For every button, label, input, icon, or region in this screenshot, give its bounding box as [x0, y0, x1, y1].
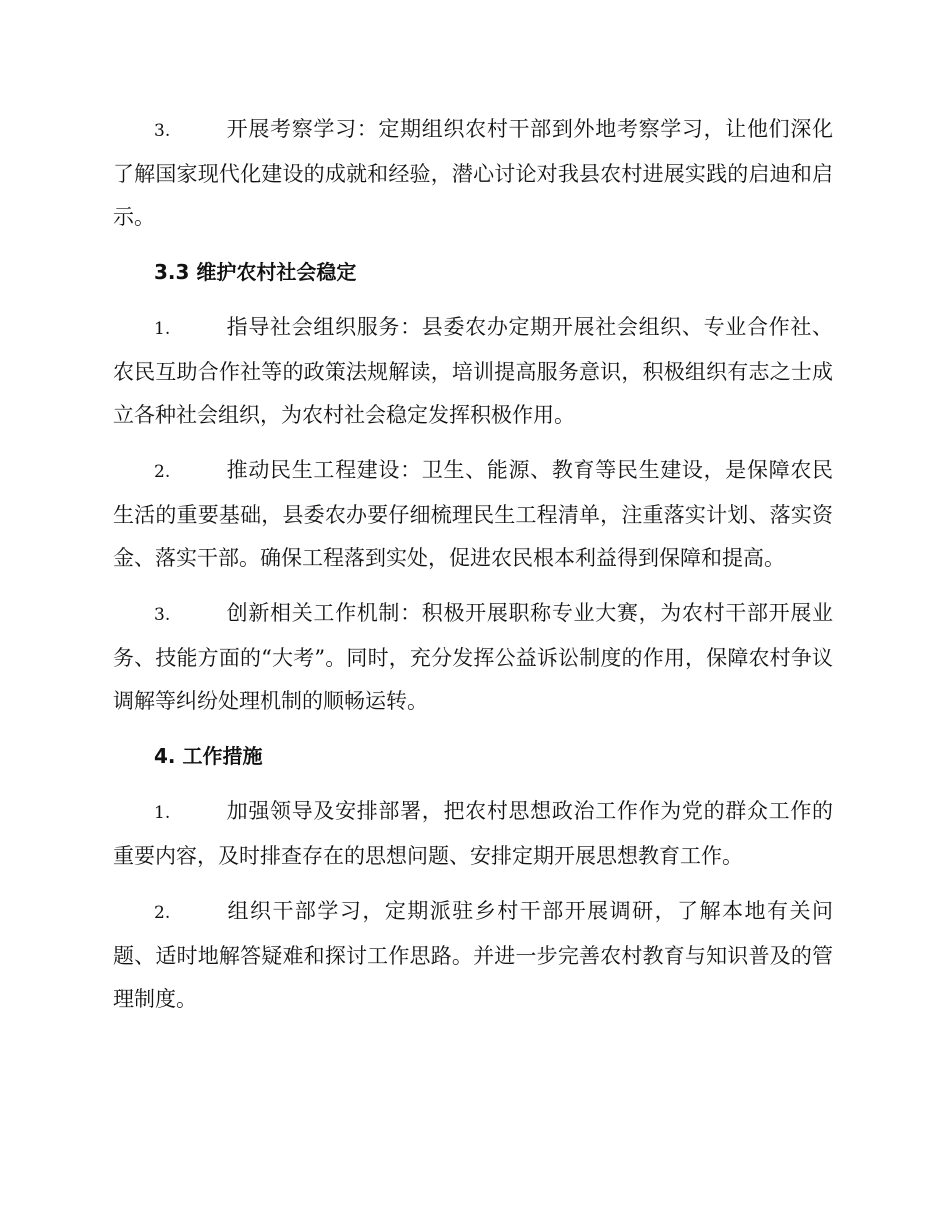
list-item-text: 开展考察学习：定期组织农村干部到外地考察学习，让他们深化了解国家现代化建设的成就和经验，潜心讨论对我县农村进展实践的启迪和启示。: [113, 117, 833, 229]
section-heading-4: 4. 工作措施: [154, 744, 263, 768]
section-heading-3-3: 3.3 维护农村社会稳定: [154, 260, 357, 284]
list-item: [113, 890, 833, 1021]
list-item-number: 1.: [154, 319, 171, 339]
list-item-number: 3.: [154, 121, 171, 141]
list-item-text: 推动民生工程建设：卫生、能源、教育等民生建设，是保障农民生活的重要基础，县委农办要仔细梳理民生工程清单，注重落实计划、落实资金、落实干部。确保工程落到实处，促进农民根本利益得到保障和提高。: [113, 458, 833, 570]
list-item-number: 2.: [154, 462, 171, 482]
list-item: [113, 592, 833, 723]
list-item: [113, 306, 833, 437]
list-item-number: 3.: [154, 605, 171, 625]
list-item: [113, 449, 833, 580]
list-item: [113, 108, 833, 239]
list-item-text: 创新相关工作机制：积极开展职称专业大赛，为农村干部开展业务、技能方面的“大考”。同时，充分发挥公益诉讼制度的作用，保障农村争议调解等纠纷处理机制的顺畅运转。: [113, 601, 833, 713]
list-item-text: 指导社会组织服务：县委农办定期开展社会组织、专业合作社、农民互助合作社等的政策法规解读，培训提高服务意识，积极组织有志之士成立各种社会组织，为农村社会稳定发挥积极作用。: [113, 315, 833, 427]
list-item-number: 2.: [154, 903, 171, 923]
document-body: [113, 108, 833, 1033]
list-item-text: 组织干部学习，定期派驻乡村干部开展调研，了解本地有关问题、适时地解答疑难和探讨工作思路。并进一步完善农村教育与知识普及的管理制度。: [113, 899, 833, 1011]
list-item-number: 1.: [154, 803, 171, 823]
list-item: [113, 790, 833, 878]
list-item-text: 加强领导及安排部署，把农村思想政治工作作为党的群众工作的重要内容，及时排查存在的思想问题、安排定期开展思想教育工作。: [113, 799, 833, 868]
